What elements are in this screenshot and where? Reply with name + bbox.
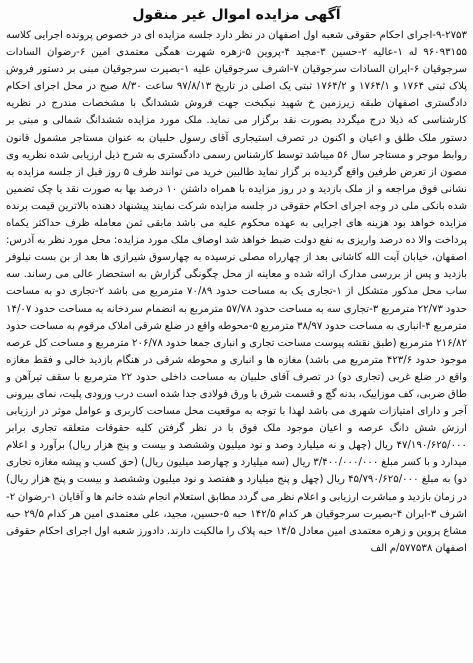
notice-title: آگهی مزایده اموال غیر منقول (132, 7, 341, 23)
notice-body (6, 27, 467, 557)
notice-body-text: ۹-۲۷۵۳-اجرای احکام حقوقی شعبه اول اصفهان در نظر دارد جلسه مزایده ای در خصوص پرونده اجرایی کلاسه ۹۶۰۹۳۱۵۵ له ۱-عالیه ۲-حسین ۳-مجید ۴-پروین ۵-زهره شهرت همگی معتمدی امین ۶-رضوان السادات سرجوقیان ۶-ایران السادات سرجوقیان ۷-اشرف سرجوقیان علیه ۱-بصیرت سرجوقیان مبنی بر دستور فروش پلاک ثبتی ۱۷۶۴ و ۱۷۶۴/۱ و ۱۷۶۴/۲ ثبتی یک اصلی در تاریخ ۹۷/۸/۱۳ ساعت ۸/۳۰ صبح در محل اجرای احکام دادگستری اصفهان طبقه زیرزمین خ شهید نیکبخت جهت فروش ششدانگ با مشخصات مندرج در نظریه کارشناسی که ذیلا درج میگردد بصورت نقد برگزار می نماید. ملک مورد مزایده ششدانگ شمالی و مبنی بر دستور ملک طلق و اعیان و اکنون در تصرف استیجاری آقای رسول حلبیان به عنوان مستاجر مشمول قانون روابط موجر و مستاجر سال ۵۶ میباشد توسط کارشناس رسمی دادگستری به شرح ذیل ارزیابی شده نظریه وی مصون از تعرض طرفین واقع گردیده بر گزار نماید طالبین خرید می توانند ظرف ۵ روز قبل از جلسه مزایده به نشانی فوق مراجعه و از ملک بازدید و در روز مزایده با همراه داشتن ۱۰ درصد بها به صورت نقد یا چک تضمین شده بانکی ملی در وجه اجرای احکام حقوقی در جلسه مزایده شرکت نمایند پیشنهاد دهنده بالاترین قیمت برنده مزایده خواهد بود هزینه های اجرایی به عهده محکوم علیه می باشد مابقی ثمن معامله ظرف حداکثر یکماه پرداخت والا ده درصد واریزی به نفع دولت ضبط خواهد شد اوصاف ملک مورد مزایده: محل مورد نظر به آدرس: اصفهان، خیابان آیت الله کاشانی بعد از چهارراه مصلی نرسیده به چهارسوق شیرازی ها بعد از بن بست نیلوفر بازدید و پس از بررسی مدارک ارائه شده و معاینه از محل چگونگی گزارش به استحضار عالی می رساند. سه ساب محل مذکور متشکل از ۱-تجاری یک به مساحت حدود ۷۰/۸۹ مترمربع می باشد ۲-تجاری دو به مساحت حدود ۲۲/۷۳ مترمربع ۳-تجاری سه به مساحت حدود ۵۷/۷۸ مترمربع به انضمام سردخانه به مساحت حدود ۱۴/۰۷ مترمربع ۴-انباری به مساحت حدود ۳۸/۹۷ مترمربع ۵-محوطه واقع در ضلع شرقی املاک مرقوم به مساحت حدود ۲۱۶/۸۲ مترمربع (طبق نقشه پیوست مساحت تجاری و انباری جمعا حدود ۲۰۶/۷۸ مترمربع و مساحت کل عرصه موجود حدود ۴۲۳/۶ مترمربع می باشد) مغازه ها و انباری و محوطه شرقی در هنگام بازدید خالی و فقط مغازه واقع در ضلع غربی (تجاری دو) در تصرف آقای حلبیان به مساحت داخلی حدود ۲۲ مترمربع با سقف تیرآهن و طاق ضربی، کف موزاییک، بدنه گچ و قسمت شرق با ورق فولادی جدا شده است درب ورودی پلیت، نمای بیرونی آجر و دارای امتیازات شهری می باشد لهذا با توجه به موقعیت محل مساحت کاربری و عوامل موثر در ارزیابی ارزش شش دانگ عرصه و اعیان موجود ملک فوق با در نظر گرفتن کلیه حقوقات متعلقه تجاری برابر ۴۷/۱۹۰/۶۲۵/۰۰۰ ریال (چهل و نه میلیارد وصد و نود میلیون وششصد و بیست و پنج هزار ریال) برآورد و اعلام میدارد و با کسر مبلغ ۳/۴۰۰/۰۰۰/۰۰۰ ریال (سه میلیارد و چهارصد میلیون ریال) (حق کسب و پیشه مغازه تجاری دو) به مبلغ ۴۵/۷۹۰/۶۲۵/۰۰۰ ریال (چهل و پنج میلیارد و هفتصد و نود میلیون وششصد و بیست و پنج هزار ریال) در زمان بازدید و مباشرت ارزیابی و اعلام نظر می گردد مطابق استعلام انجام شده خانم ها و آقایان ۱-رضوان ۲-اشرف ۳-ایران ۴-بصیرت سرجوقیان هر کدام ۱۴۲/۵ حبه ۵-حسین، مجید، علی معتمدی امین هر کدام ۲۹/۵ حبه مشاع پروین و زهره معتمدی امین معادل ۱۴/۵ حبه پلاک را مالکیت دارند. دادورز شعبه اول اجرای احکام حقوقی اصفهان ۵۷۷۵۳۸/م الف (6, 30, 468, 554)
